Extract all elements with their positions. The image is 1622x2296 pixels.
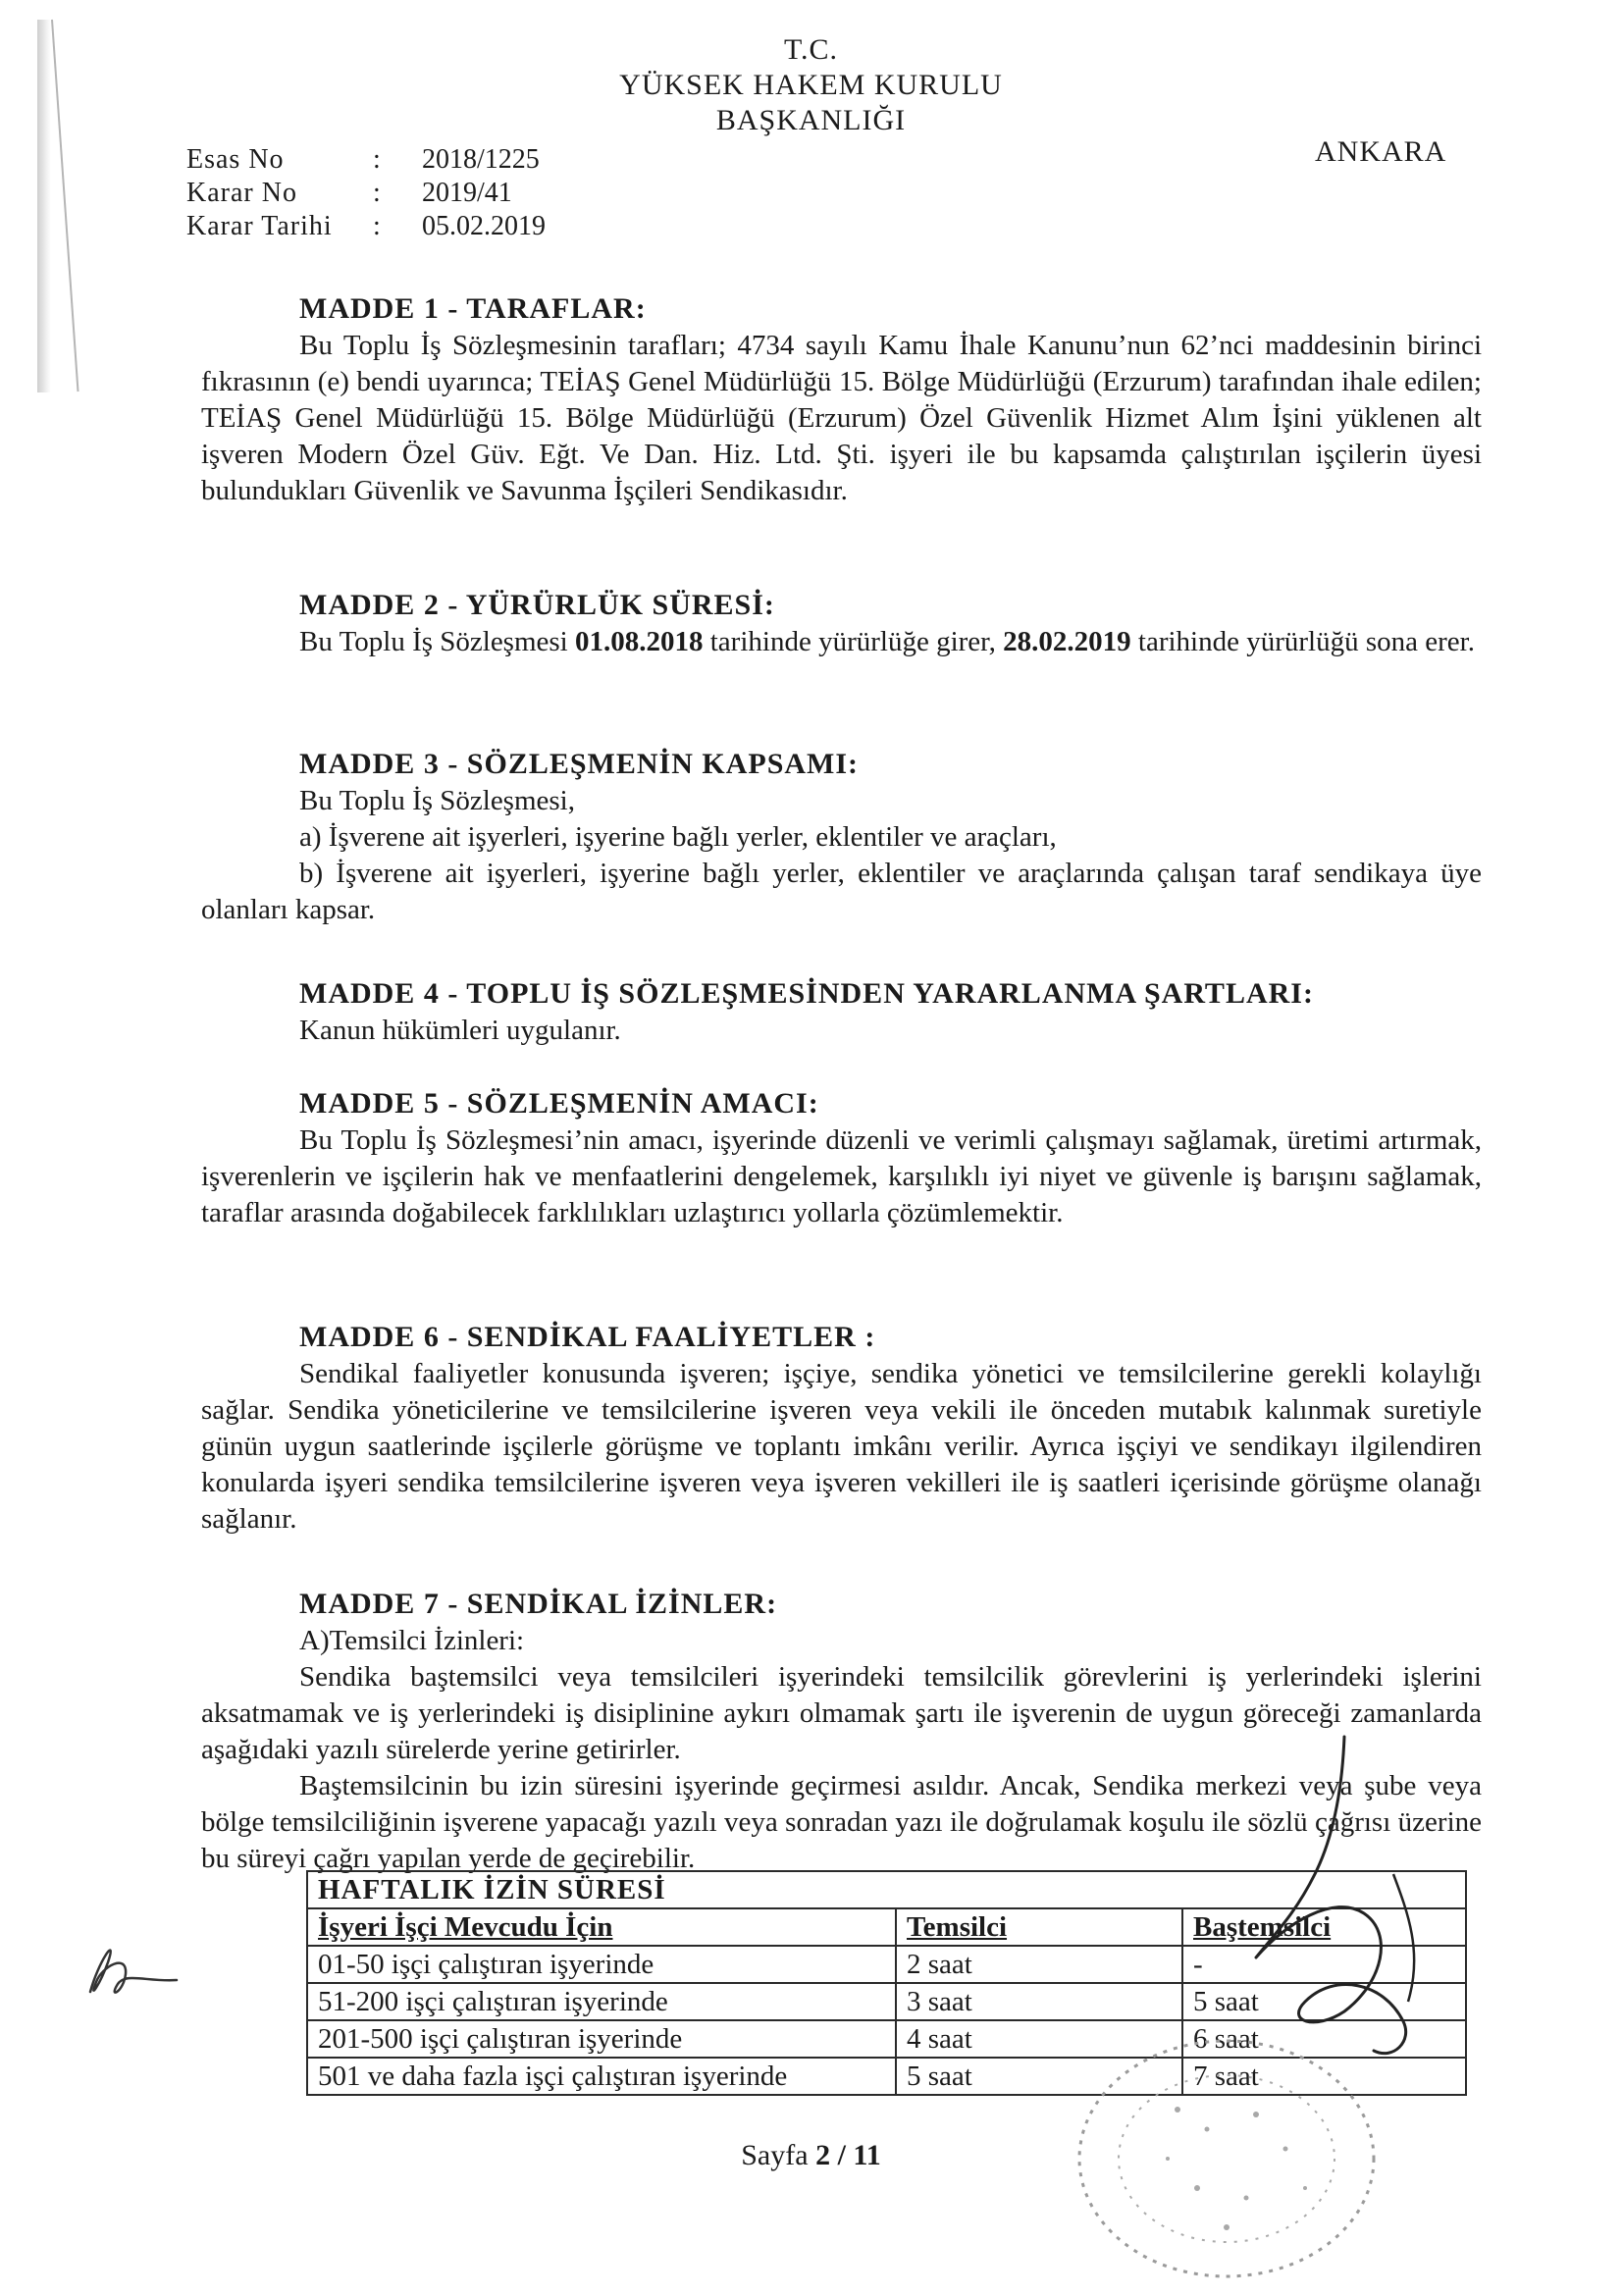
table-cell: 6 saat bbox=[1182, 2020, 1466, 2058]
paraph-signature-icon bbox=[78, 1923, 186, 2011]
start-date: 01.08.2018 bbox=[575, 626, 704, 657]
table-cell: 3 saat bbox=[896, 1983, 1182, 2020]
article-paragraph: Sendika baştemsilci veya temsilcileri işyerindeki temsilcilik görevlerini iş yerlerindeki işlerini aksatmamak ve iş yerlerindeki iş disiplinine aykırı olmamak şartı ile işverenin de uygun göreceği zamanlarda aşağıdaki yazılı sürelerde yerine getirirler. bbox=[201, 1661, 1482, 1765]
meta-value: 2019/41 bbox=[422, 178, 512, 208]
article-subheading: A)Temsilci İzinleri: bbox=[299, 1625, 525, 1656]
article-paragraph: Bu Toplu İş Sözleşmesi, bbox=[299, 785, 575, 816]
meta-value: 2018/1225 bbox=[422, 144, 540, 175]
table-cell: 5 saat bbox=[1182, 1983, 1466, 2020]
article-title: MADDE 2 - YÜRÜRLÜK SÜRESİ: bbox=[299, 589, 775, 621]
table-cell: 4 saat bbox=[896, 2020, 1182, 2058]
meta-value: 05.02.2019 bbox=[422, 211, 546, 241]
article-paragraph: Bu Toplu İş Sözleşmesinin tarafları; 4734 sayılı Kamu İhale Kanunu’nun 62’nci maddesinin birinci fıkrasının (e) bendi uyarınca; TEİAŞ Genel Müdürlüğü 15. Bölge Müdürlüğü (Erzurum) tarafından ihale edilen; TEİAŞ Genel Müdürlüğü 15. Bölge Müdürlüğü (Erzurum) Özel Güvenlik Hizmet Alım İşini yüklenen alt işveren Modern Özel Güv. Eğt. Ve Dan. Hiz. Ltd. Şti. işyeri ile bu kapsamda çalıştırılan işçilerin üyesi bulundukları Güvenlik ve Savunma İşçileri Sendikasıdır. bbox=[201, 330, 1482, 506]
article-title: MADDE 4 - TOPLU İŞ SÖZLEŞMESİNDEN YARARLANMA ŞARTLARI: bbox=[299, 977, 1314, 1010]
article-paragraph: Bu Toplu İş Sözleşmesi’nin amacı, işyerinde düzenli ve verimli çalışmayı sağlamak, üretimi artırmak, işverenlerin ve işçilerin hak ve menfaatlerini dengelemek, karşılıklı iyi niyet ve güvenle iş barışını sağlamak, taraflar arasında doğabilecek farklılıkları uzlaştırıcı yollarla çözümlemektir. bbox=[201, 1124, 1482, 1228]
article-5 bbox=[201, 1085, 1482, 1231]
text-part: tarihinde yürürlüğü sona erer. bbox=[1130, 626, 1475, 657]
text-part: Bu Toplu İş Sözleşmesi bbox=[299, 626, 575, 657]
meta-row bbox=[186, 143, 546, 177]
meta-row bbox=[186, 210, 546, 243]
table-cell: 01-50 işçi çalıştıran işyerinde bbox=[307, 1946, 896, 1983]
article-4 bbox=[201, 975, 1482, 1049]
article-title: MADDE 3 - SÖZLEŞMENİN KAPSAMI: bbox=[299, 748, 860, 780]
article-3 bbox=[201, 746, 1482, 928]
article-title: MADDE 7 - SENDİKAL İZİNLER: bbox=[299, 1588, 778, 1620]
page-prefix: Sayfa bbox=[741, 2139, 816, 2171]
header-tc: T.C. bbox=[783, 33, 839, 66]
article-2 bbox=[201, 587, 1482, 660]
article-paragraph: b) İşverene ait işyerleri, işyerine bağlı yerler, eklentiler ve araçlarında çalışan taraf sendikaya üye olanları kapsar. bbox=[201, 858, 1482, 925]
meta-key: Karar Tarihi bbox=[186, 211, 333, 241]
meta-sep: : bbox=[373, 144, 381, 175]
column-header: İşyeri İşçi Mevcudu İçin bbox=[307, 1908, 896, 1946]
header-institution: YÜKSEK HAKEM KURULU bbox=[619, 69, 1003, 101]
header-presidency: BAŞKANLIĞI bbox=[715, 104, 907, 136]
table-cell: 5 saat bbox=[896, 2058, 1182, 2095]
table-cell: 7 saat bbox=[1182, 2058, 1466, 2095]
article-paragraph: a) İşverene ait işyerleri, işyerine bağlı yerler, eklentiler ve araçları, bbox=[299, 821, 1057, 853]
article-title: MADDE 1 - TARAFLAR: bbox=[299, 292, 647, 325]
article-title: MADDE 6 - SENDİKAL FAALİYETLER : bbox=[299, 1321, 876, 1353]
table-cell: 51-200 işçi çalıştıran işyerinde bbox=[307, 1983, 896, 2020]
article-paragraph: Sendikal faaliyetler konusunda işveren; işçiye, sendika yönetici ve temsilcilerine gerekli kolaylığı sağlar. Sendika yöneticilerine ve temsilcilerine işveren veya vekili ile önceden mutabık kalınmak suretiyle günün uygun saatlerinde işçilerle görüşme ve toplantı imkânı verilir. Ayrıca işçiyi ve sendikayı ilgilendiren konularda işyeri sendika temsilcilerine işveren veya işveren vekilleri ile iş saatleri içerisinde görüşme olanağı sağlanır. bbox=[201, 1358, 1482, 1535]
meta-sep: : bbox=[373, 211, 381, 241]
header-city: ANKARA bbox=[1315, 135, 1447, 168]
column-header: Temsilci bbox=[896, 1908, 1182, 1946]
meta-sep: : bbox=[373, 178, 381, 208]
article-title: MADDE 5 - SÖZLEŞMENİN AMACI: bbox=[299, 1087, 819, 1120]
meta-key: Esas No bbox=[186, 144, 285, 175]
article-paragraph bbox=[201, 624, 1482, 660]
end-date: 28.02.2019 bbox=[1003, 626, 1131, 657]
table-cell: 201-500 işçi çalıştıran işyerinde bbox=[307, 2020, 896, 2058]
article-1 bbox=[201, 290, 1482, 509]
table-cell: 2 saat bbox=[896, 1946, 1182, 1983]
article-6 bbox=[201, 1319, 1482, 1538]
table-cell: 501 ve daha fazla işçi çalıştıran işyerinde bbox=[307, 2058, 896, 2095]
table-title: HAFTALIK İZİN SÜRESİ bbox=[307, 1871, 1466, 1908]
text-part: tarihinde yürürlüğe girer, bbox=[703, 626, 1004, 657]
column-header: Baştemsilci bbox=[1182, 1908, 1466, 1946]
meta-key: Karar No bbox=[186, 178, 297, 208]
article-paragraph: Baştemsilcinin bu izin süresini işyerinde geçirmesi asıldır. Ancak, Sendika merkezi veya şube veya bölge temsilciliğinin işverene yapacağı yazılı veya sonradan yazı ile doğrulamak koşulu ile sözlü çağrısı üzerine bu süreyi çağrı yapılan yerde de geçirebilir. bbox=[201, 1770, 1482, 1874]
article-paragraph: Kanun hükümleri uygulanır. bbox=[299, 1015, 621, 1046]
case-meta bbox=[186, 143, 546, 243]
page-number: 2 / 11 bbox=[815, 2139, 881, 2171]
meta-row bbox=[186, 177, 546, 210]
official-stamp-icon bbox=[1060, 2021, 1393, 2296]
table-cell: - bbox=[1182, 1946, 1466, 1983]
